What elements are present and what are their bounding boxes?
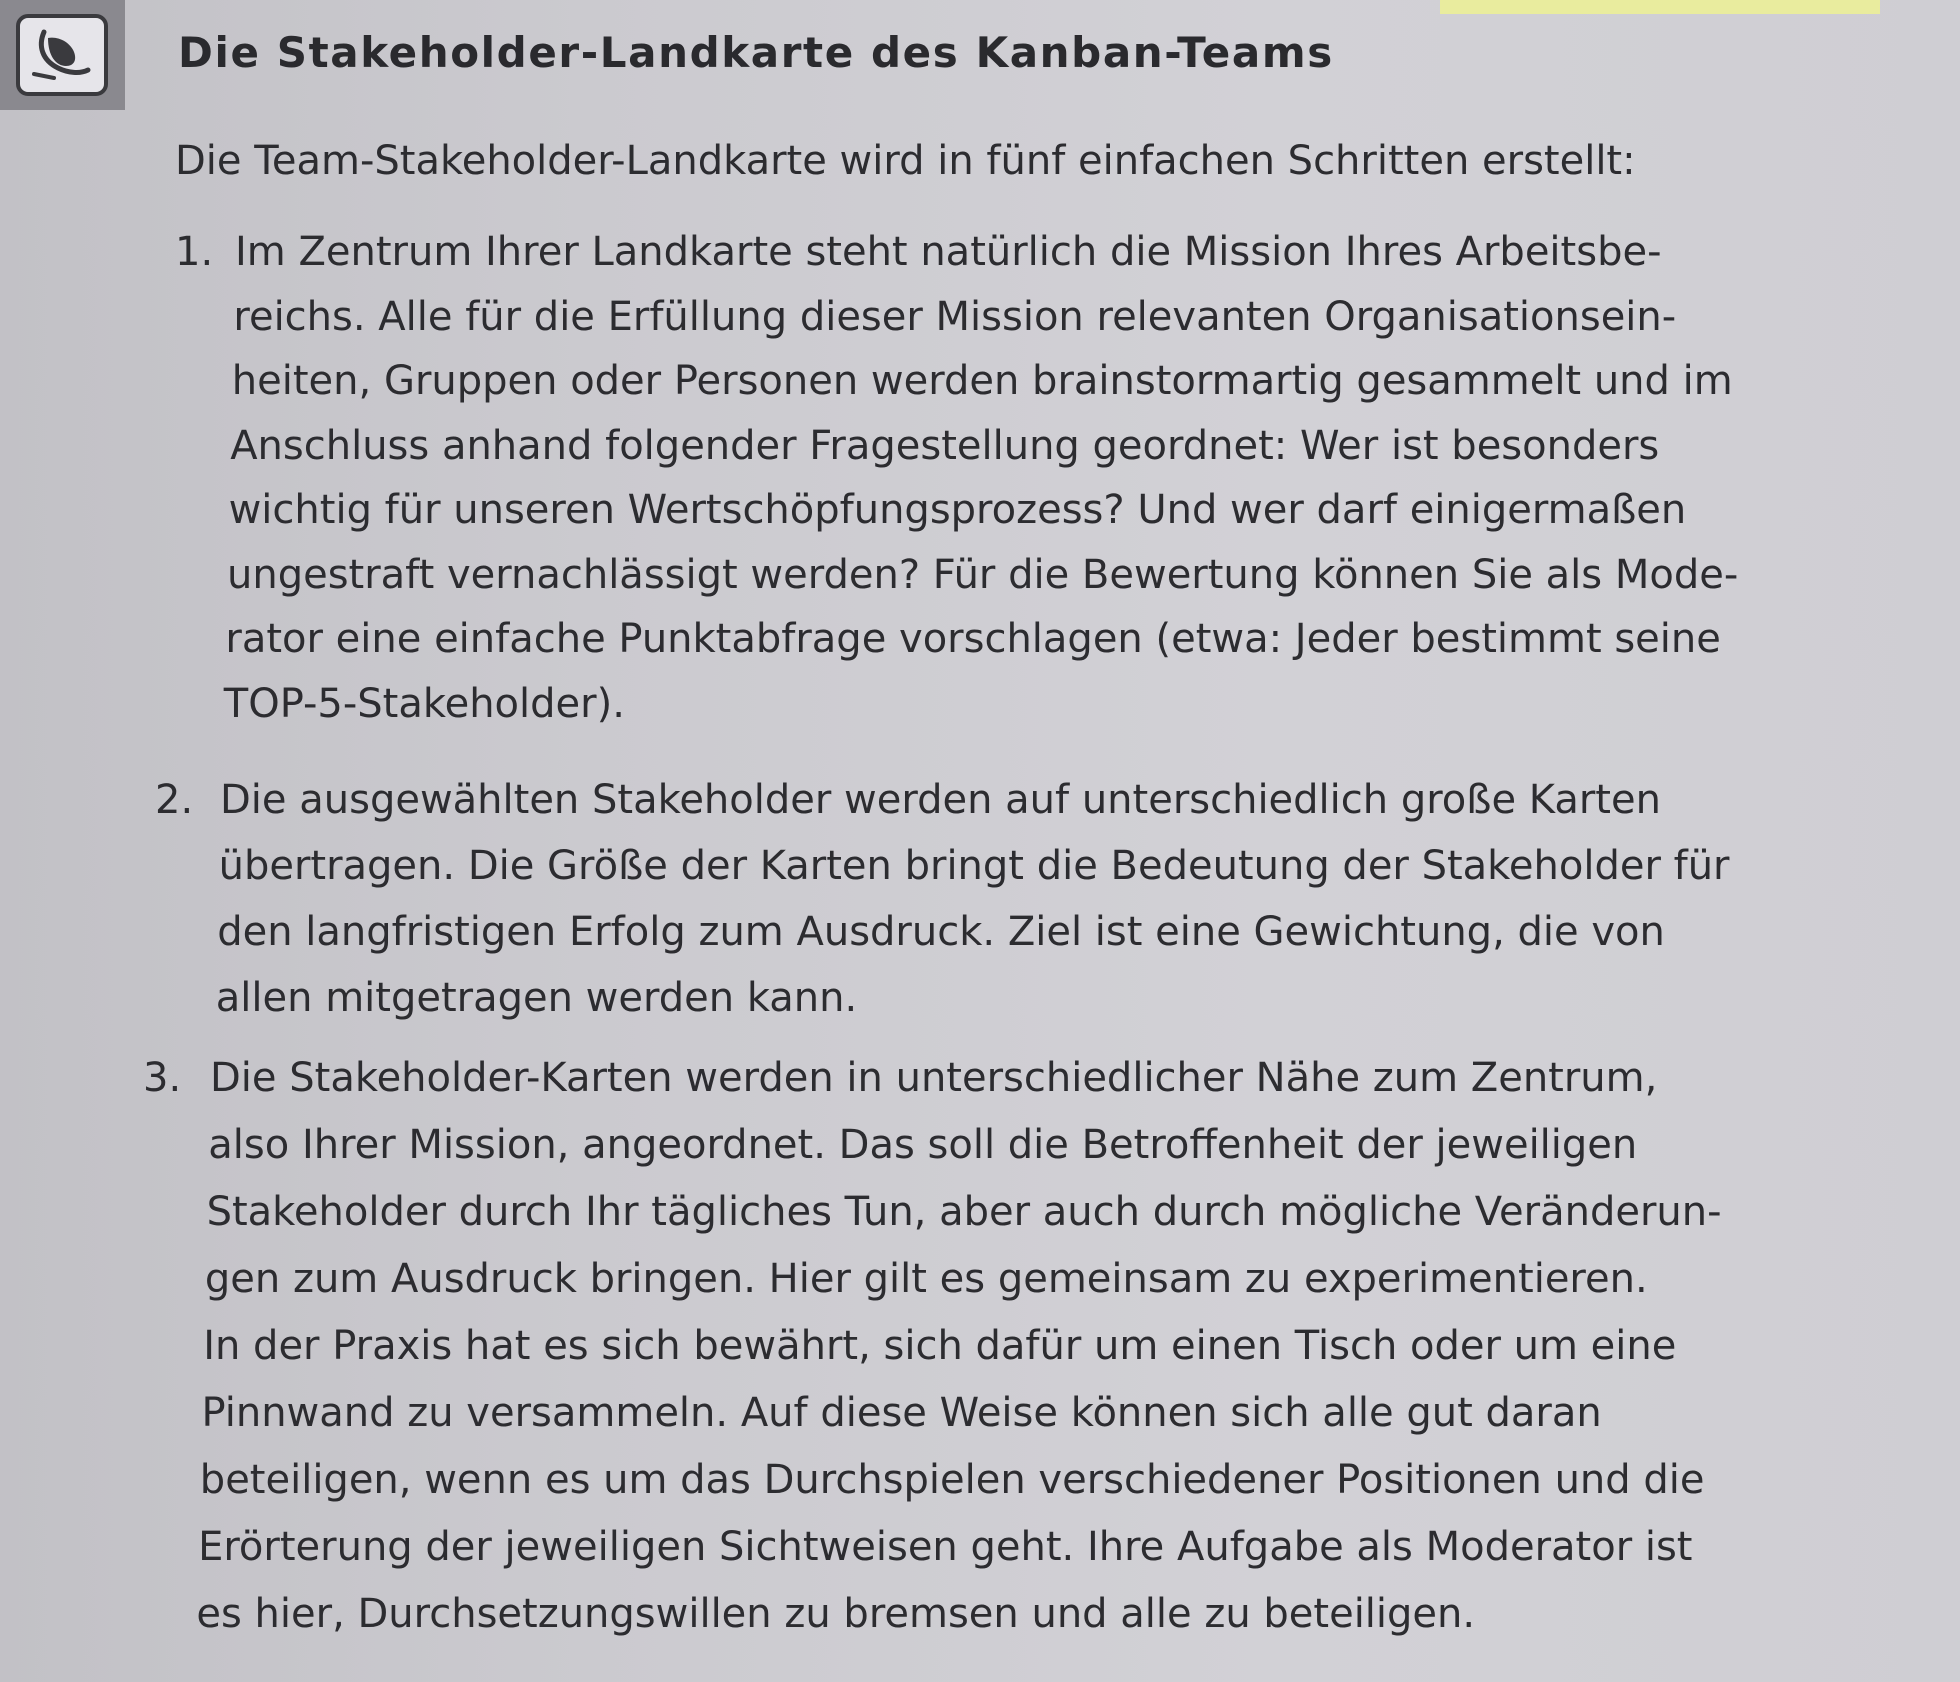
step-number: 3. [143,1055,182,1101]
step-text-line: Erörterung der jeweiligen Sichtweisen geht. Ihre Aufgabe als Moderator ist [198,1524,1693,1570]
step-text-line: In der Praxis hat es sich bewährt, sich dafür um einen Tisch oder um eine [203,1323,1677,1369]
step-text-line: heiten, Gruppen oder Personen werden brainstormartig gesammelt und im [231,358,1733,404]
step-text-line: den langfristigen Erfolg zum Ausdruck. Ziel ist eine Gewichtung, die von [217,909,1665,955]
step-text-line: Im Zentrum Ihrer Landkarte steht natürlich die Mission Ihres Arbeitsbe- [235,229,1662,275]
section-icon-box [0,0,125,110]
step-text-line: ungestraft vernachlässigt werden? Für die Bewertung können Sie als Mode- [227,551,1739,598]
step-text-line: wichtig für unseren Wertschöpfungsprozess? Und wer darf einigermaßen [228,487,1687,533]
step-text-line: übertragen. Die Größe der Karten bringt die Bedeutung der Stakeholder für [218,843,1730,889]
step-text-line: also Ihrer Mission, angeordnet. Das soll die Betroffenheit der jeweiligen [208,1122,1638,1168]
step-text-line: reichs. Alle für die Erfüllung dieser Mission relevanten Organisationsein- [233,293,1677,340]
section-title: Die Stakeholder-Landkarte des Kanban-Teams [178,28,1334,77]
step-text-line: allen mitgetragen werden kann. [215,975,858,1021]
step-text-line: gen zum Ausdruck bringen. Hier gilt es gemeinsam zu experimentieren. [204,1256,1648,1302]
step-text-line: Pinnwand zu versammeln. Auf diese Weise können sich alle gut daran [201,1390,1602,1436]
step-number: 2. [155,777,194,823]
step-text-line: TOP-5-Stakeholder). [223,680,625,727]
step-text-line: Stakeholder durch Ihr tägliches Tun, aber auch durch mögliche Veränderun- [206,1189,1722,1235]
step-number: 1. [175,229,214,275]
step-text-line: Anschluss anhand folgender Fragestellung geordnet: Wer ist besonders [230,422,1660,469]
step-text-line: Die ausgewählten Stakeholder werden auf unterschiedlich große Karten [220,777,1661,823]
highlight-strip [1440,0,1880,14]
practice-icon [14,12,110,98]
step-text-line: es hier, Durchsetzungswillen zu bremsen und alle zu beteiligen. [196,1591,1476,1637]
step-text-line: rator eine einfache Punktabfrage vorschlagen (etwa: Jeder bestimmt seine [225,616,1721,662]
step-text-line: beteiligen, wenn es um das Durchspielen verschiedener Positionen und die [199,1457,1705,1503]
step-text-line: Die Stakeholder-Karten werden in unterschiedlicher Nähe zum Zentrum, [210,1055,1658,1101]
intro-paragraph: Die Team-Stakeholder-Landkarte wird in fünf einfachen Schritten erstellt: [175,138,1636,184]
